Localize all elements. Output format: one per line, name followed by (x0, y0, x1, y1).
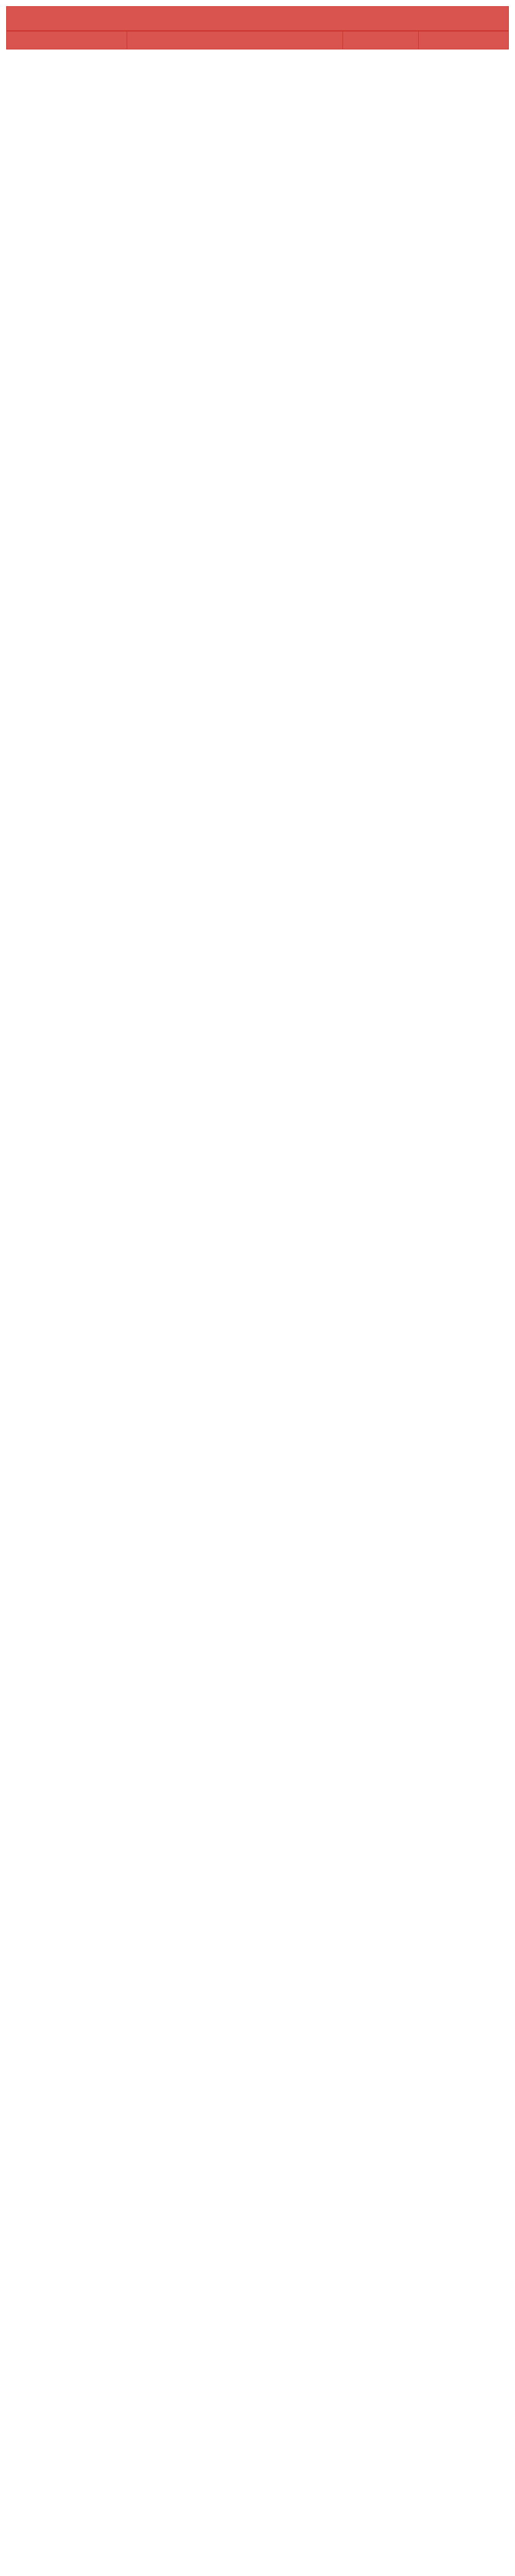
section-title-banner (6, 6, 509, 31)
table-header-row (7, 31, 509, 49)
column-header-event-name (7, 31, 127, 49)
event-schedule-table (6, 31, 509, 49)
column-header-time (418, 31, 509, 49)
column-header-venue (343, 31, 418, 49)
column-header-event-content (127, 31, 343, 49)
